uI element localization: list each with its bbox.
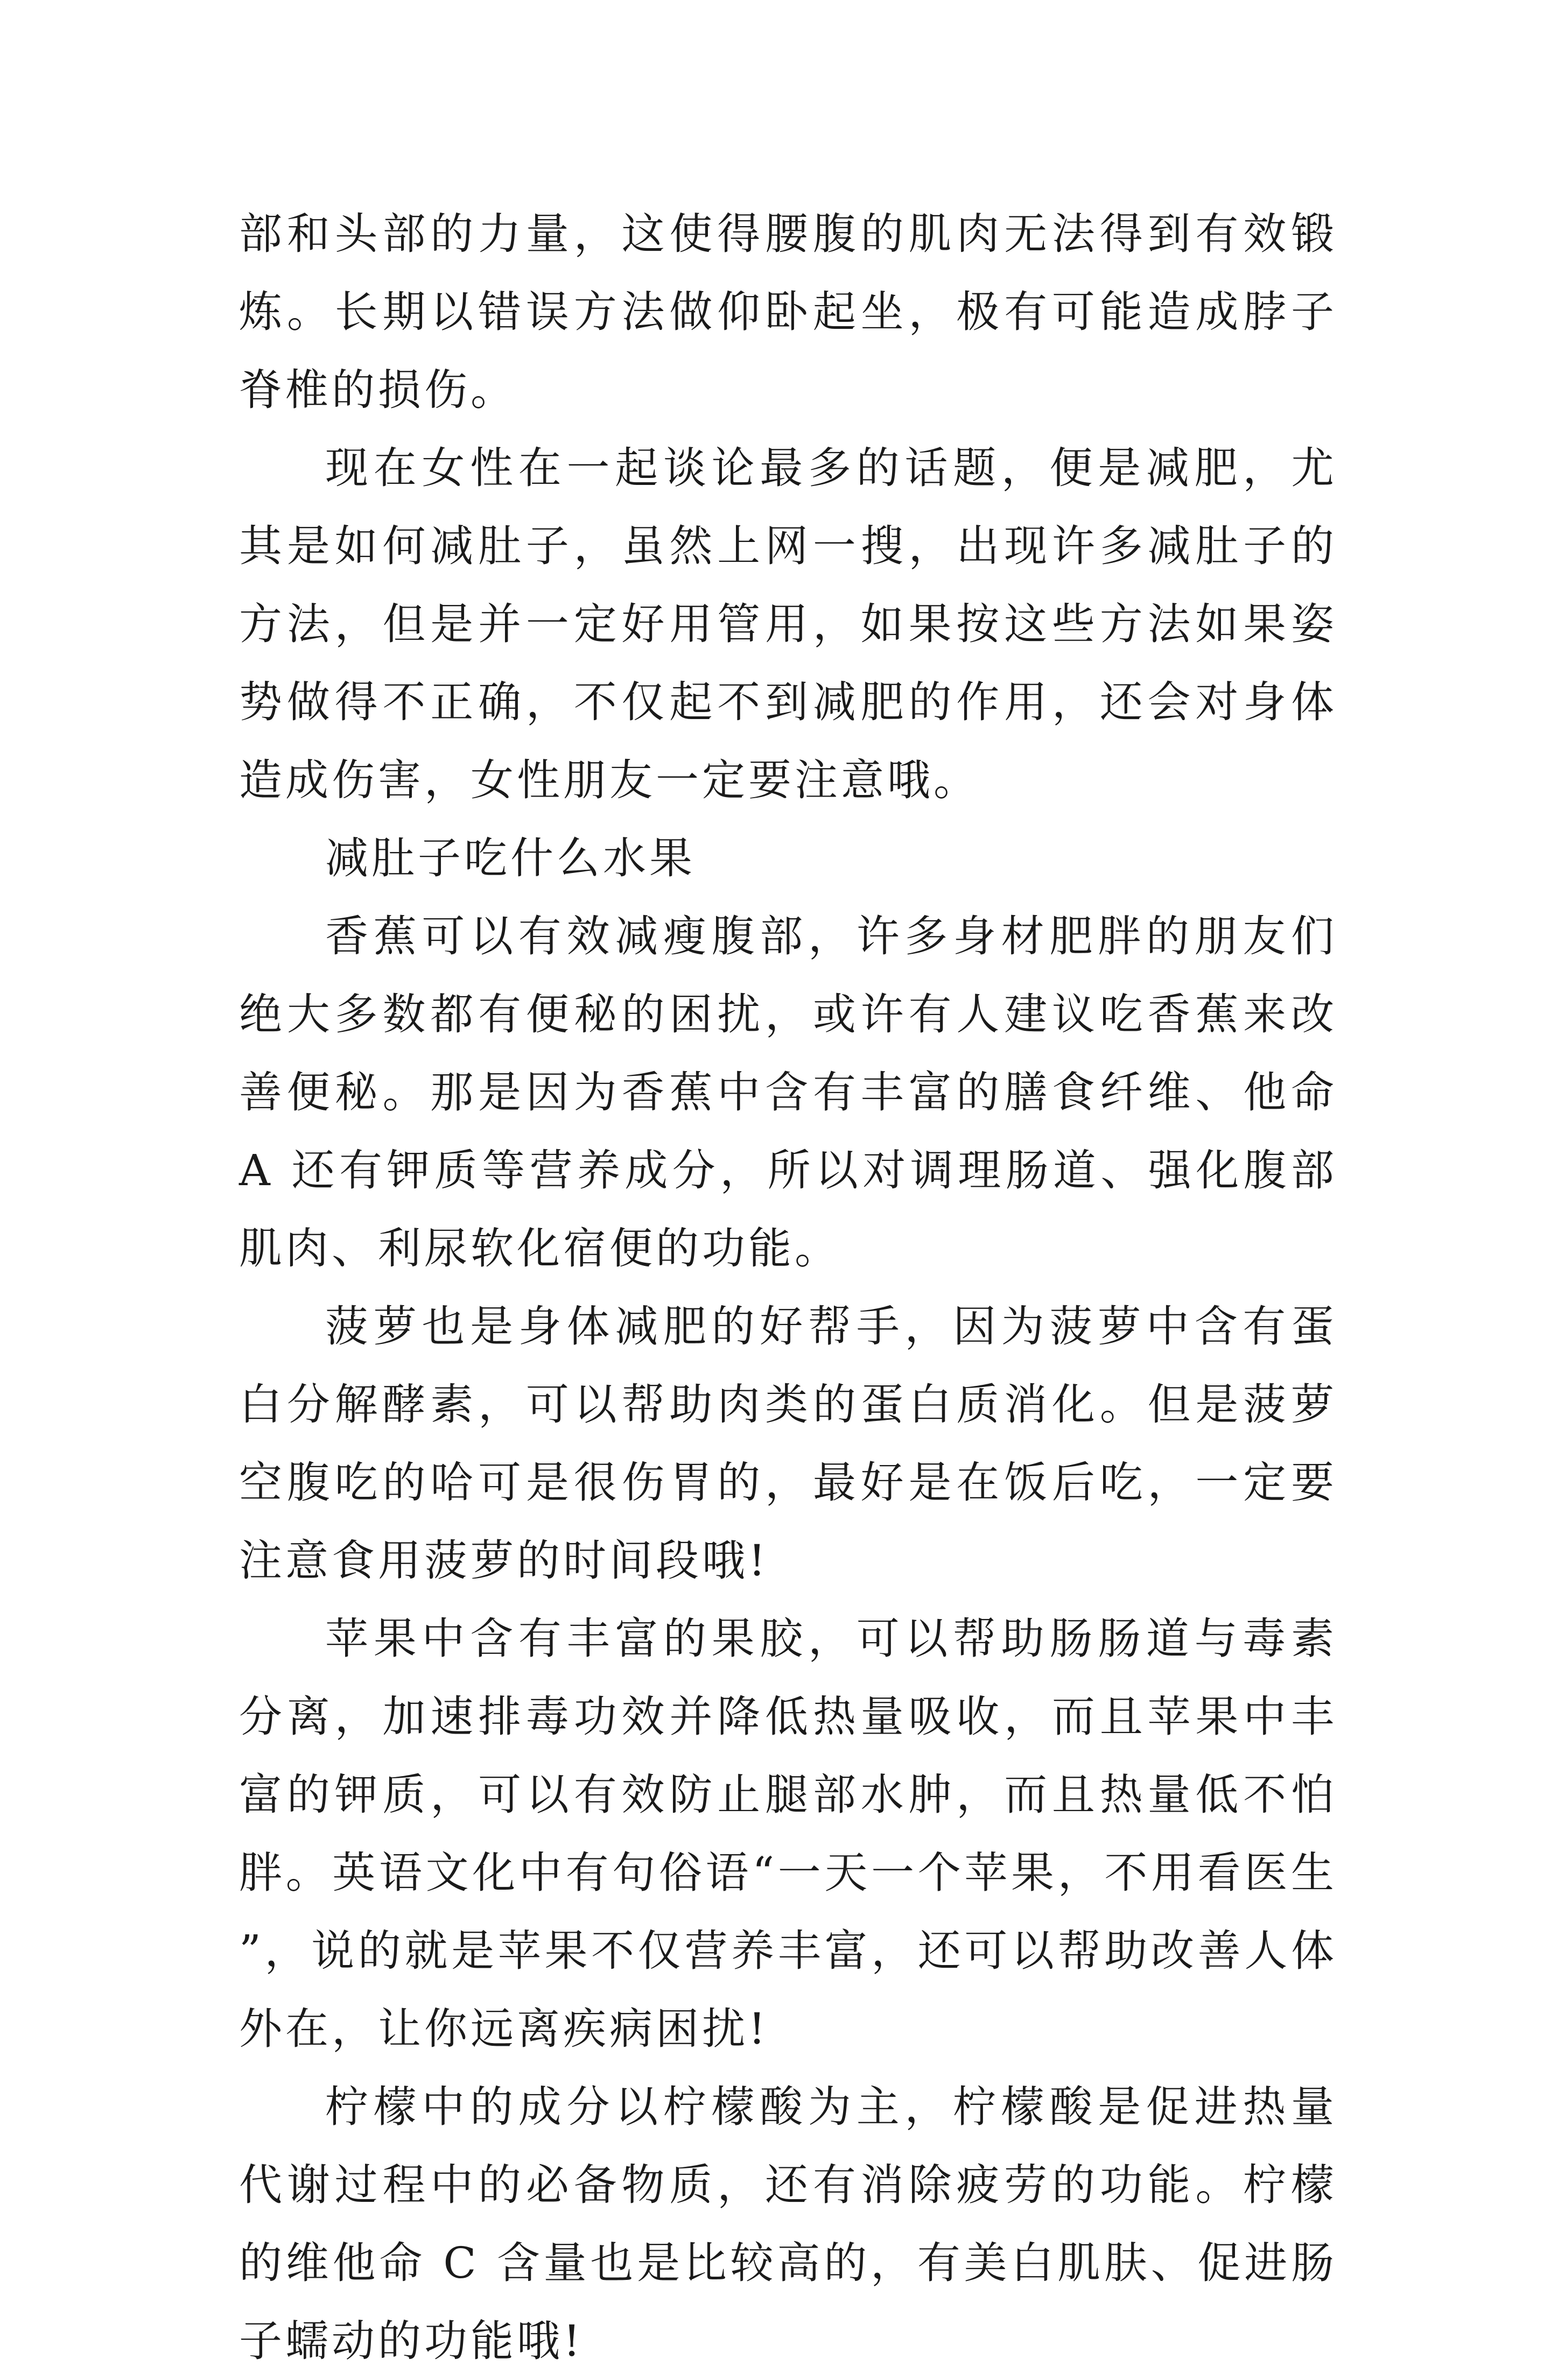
paragraph-lemon: 柠檬中的成分以柠檬酸为主，柠檬酸是促进热量代谢过程中的必备物质，还有消除疲劳的功能。柠檬的维他命 C 含量也是比较高的，有美白肌肤、促进肠子蠕动的功能哦! <box>239 2082 1337 2366</box>
paragraph-apple: 苹果中含有丰富的果胶，可以帮助肠肠道与毒素分离，加速排毒功效并降低热量吸收，而且苹果中丰富的钾质，可以有效防止腿部水肿，而且热量低不怕胖。英语文化中有句俗语“一天一个苹果，不用看医生”，说的就是苹果不仅营养丰富，还可以帮助改善人体外在，让你远离疾病困扰! <box>239 1614 1337 2054</box>
paragraph-women-topic: 现在女性在一起谈论最多的话题，便是减肥，尤其是如何减肚子，虽然上网一搜，出现许多减肚子的方法，但是并一定好用管用，如果按这些方法如果姿势做得不正确，不仅起不到减肥的作用，还会对身体造成伤害，女性朋友一定要注意哦。 <box>239 443 1337 805</box>
paragraph-continued: 部和头部的力量，这使得腰腹的肌肉无法得到有效锻炼。长期以错误方法做仰卧起坐，极有可能造成脖子脊椎的损伤。 <box>239 209 1337 415</box>
document-body <box>239 195 1337 2380</box>
section-heading-fruits: 减肚子吃什么水果 <box>325 833 696 883</box>
paragraph-banana: 香蕉可以有效减瘦腹部，许多身材肥胖的朋友们绝大多数都有便秘的困扰，或许有人建议吃香蕉来改善便秘。那是因为香蕉中含有丰富的膳食纤维、他命 A 还有钾质等营养成分，所以对调理肠道、强化腹部肌肉、利尿软化宿便的功能。 <box>239 911 1337 1273</box>
paragraph-pineapple: 菠萝也是身体减肥的好帮手，因为菠萝中含有蛋白分解酵素，可以帮助肉类的蛋白质消化。但是菠萝空腹吃的哈可是很伤胃的，最好是在饭后吃，一定要注意食用菠萝的时间段哦! <box>239 1301 1337 1586</box>
